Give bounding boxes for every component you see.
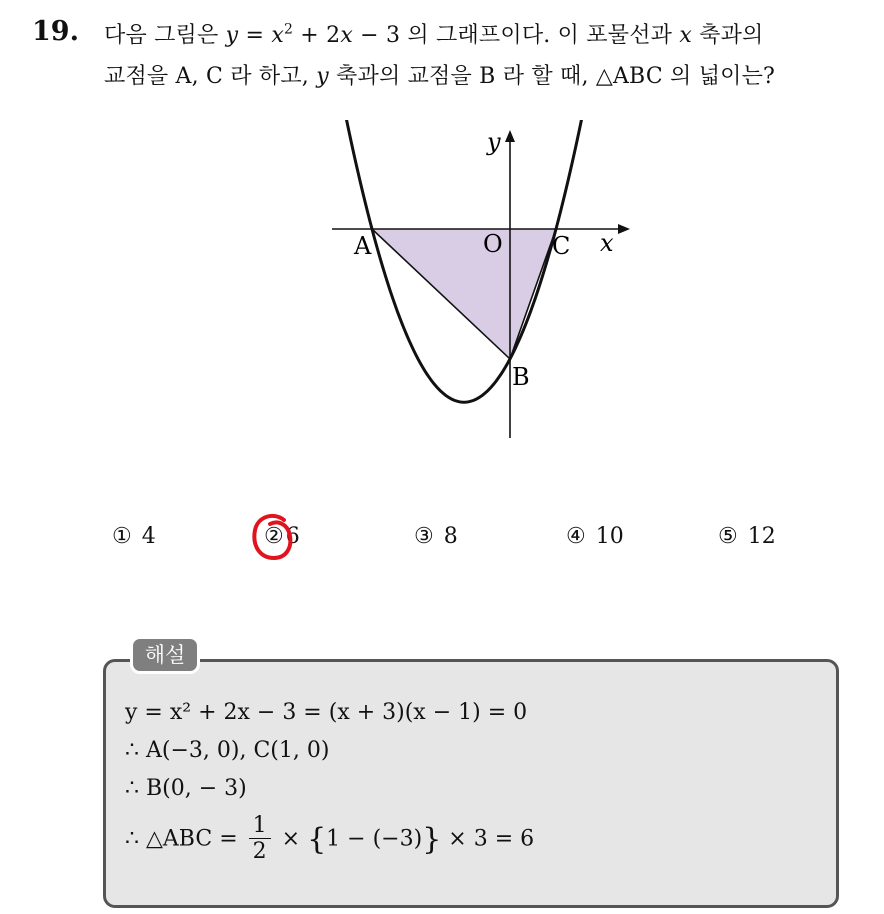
solution-line-4: ∴ △ABC = $\frac{1}{2}$ × {1 − (−3)} × 3 = 6: [125, 813, 535, 864]
parabola-graph: [320, 120, 640, 450]
choice-1[interactable]: ① 4: [112, 524, 156, 549]
y-axis-arrow-icon: [505, 130, 515, 142]
fraction-one-half: $\frac{1}{2}$: [249, 814, 271, 865]
origin-label: O: [483, 230, 503, 258]
solution-line-3: ∴ B(0, − 3): [125, 776, 247, 801]
triangle-abc-fill: [372, 229, 556, 359]
x-axis-arrow-icon: [618, 224, 630, 234]
choice-4[interactable]: ④ 10: [566, 524, 624, 549]
choice-3[interactable]: ③ 8: [414, 524, 458, 549]
choice-5[interactable]: ⑤ 12: [718, 524, 776, 549]
question-text-line-2: 교점을 A, C 라 하고, y 축과의 교점을 B 라 할 때, △ABC 의 넓이는?: [104, 64, 776, 89]
answer-mark-circle-icon: [250, 512, 296, 566]
x-axis-label: x: [600, 229, 614, 257]
solution-tab-label: 해설: [130, 636, 200, 674]
solution-line-1: y = x² + 2x − 3 = (x + 3)(x − 1) = 0: [125, 700, 528, 725]
solution-line-2: ∴ A(−3, 0), C(1, 0): [125, 738, 330, 763]
point-b-label: B: [512, 363, 530, 391]
question-number: 19.: [32, 16, 79, 47]
y-axis-label: y: [487, 128, 501, 156]
point-a-label: A: [354, 232, 372, 260]
question-text-line-1: 다음 그림은 $y = x^2 + 2x - 3$ 의 그래프이다. 이 포물선과 x 축과의: [104, 21, 764, 48]
point-c-label: C: [552, 232, 571, 260]
choice-2[interactable]: ②6: [264, 524, 300, 549]
